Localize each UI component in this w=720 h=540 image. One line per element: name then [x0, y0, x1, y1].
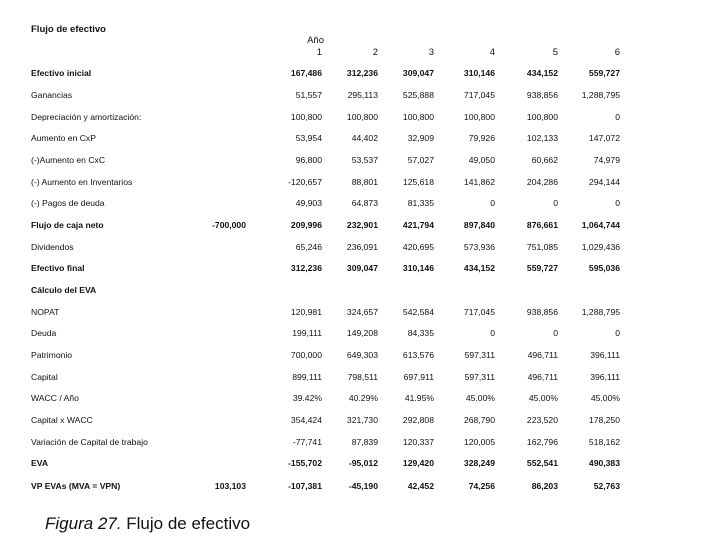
year-col-1: 1: [316, 47, 322, 58]
year-2-value: 324,657: [346, 307, 378, 317]
row-label: Flujo de caja neto: [31, 220, 104, 230]
year-1-value: 899,111: [292, 372, 322, 382]
year-2-value: 295,113: [347, 90, 378, 100]
table-row: [0, 112, 720, 126]
year-6-value: 294,144: [588, 177, 620, 187]
year-1-value: -155,702: [288, 458, 322, 468]
row-label: EVA: [31, 458, 49, 468]
year-3-value: 421,794: [402, 220, 434, 230]
year-3-value: 41.95%: [404, 393, 434, 403]
table-row: [0, 198, 720, 212]
year-2-value: 44,402: [351, 133, 378, 143]
year-6-value: 178,250: [588, 415, 620, 425]
row-label: Capital x WACC: [31, 415, 93, 425]
year-3-value: 697,911: [403, 372, 434, 382]
row-label: (-) Pagos de deuda: [31, 198, 105, 208]
year-2-value: 87,839: [351, 437, 378, 447]
year-5-value: 204,286: [526, 177, 558, 187]
table-row: [0, 350, 720, 364]
year-4-value: 74,256: [468, 481, 495, 491]
year-2-value: 649,303: [346, 350, 378, 360]
year-4-value: 597,311: [464, 350, 495, 360]
row-label: NOPAT: [31, 307, 60, 317]
year-1-value: 700,000: [290, 350, 322, 360]
year-4-value: 268,790: [463, 415, 495, 425]
year-2-value: 309,047: [346, 263, 378, 273]
table-row: [0, 263, 720, 277]
year-5-value: 434,152: [526, 68, 558, 78]
table-row: [0, 328, 720, 342]
year-1-value: 209,996: [290, 220, 322, 230]
year-6-value: 0: [615, 328, 620, 338]
year-1-value: -77,741: [292, 437, 322, 447]
year-2-value: -45,190: [348, 481, 378, 491]
year-5-value: 496,711: [527, 350, 558, 360]
year-6-value: 490,383: [588, 458, 620, 468]
year-1-value: 39.42%: [292, 393, 322, 403]
year-0-value: -700,000: [212, 220, 246, 230]
year-3-value: 81,335: [407, 198, 434, 208]
row-label: Dividendos: [31, 242, 74, 252]
year-6-value: 74,979: [593, 155, 620, 165]
year-1-value: 53,954: [295, 133, 322, 143]
year-2-value: 312,236: [346, 68, 378, 78]
year-col-6: 6: [614, 47, 620, 58]
year-1-value: 312,236: [290, 263, 322, 273]
year-6-value: 45.00%: [590, 393, 620, 403]
year-2-value: 232,901: [346, 220, 378, 230]
row-label: Patrimonio: [31, 350, 73, 360]
year-6-value: 1,288,795: [581, 307, 620, 317]
year-col-4: 4: [489, 47, 495, 58]
year-3-value: 32,909: [407, 133, 434, 143]
year-4-value: 0: [490, 198, 495, 208]
year-4-value: 573,936: [463, 242, 495, 252]
table-row: [0, 415, 720, 429]
table-row: [0, 155, 720, 169]
row-label: Cálculo del EVA: [31, 285, 97, 295]
row-label: Capital: [31, 372, 58, 382]
row-label: WACC / Año: [31, 393, 79, 403]
year-1-value: 51,557: [295, 90, 322, 100]
row-label: (-) Aumento en Inventarios: [31, 177, 133, 187]
year-3-value: 525,888: [402, 90, 434, 100]
table-row: [0, 133, 720, 147]
table-row: [0, 242, 720, 256]
year-6-value: 147,072: [588, 133, 620, 143]
year-3-value: 613,576: [402, 350, 434, 360]
year-3-value: 292,808: [402, 415, 434, 425]
year-5-value: 0: [553, 198, 558, 208]
year-6-value: 559,727: [588, 68, 620, 78]
year-6-value: 396,111: [590, 372, 620, 382]
year-2-value: 321,730: [346, 415, 378, 425]
table-row: [0, 458, 720, 472]
table-row: [0, 68, 720, 82]
year-1-value: 96,800: [295, 155, 322, 165]
row-label: VP EVAs (MVA = VPN): [31, 481, 121, 491]
year-4-value: 141,862: [463, 177, 495, 187]
year-5-value: 559,727: [526, 263, 558, 273]
year-2-value: 236,091: [346, 242, 378, 252]
year-4-value: 717,045: [463, 307, 495, 317]
year-1-value: -120,657: [288, 177, 322, 187]
year-4-value: 0: [490, 328, 495, 338]
year-5-value: 86,203: [531, 481, 558, 491]
row-label: (-)Aumento en CxC: [31, 155, 106, 165]
year-6-value: 595,036: [588, 263, 620, 273]
year-6-value: 1,064,744: [581, 220, 620, 230]
figure-caption-text: Flujo de efectivo: [121, 514, 251, 533]
row-label: Ganancias: [31, 90, 73, 100]
year-6-value: 0: [615, 112, 620, 122]
table-row: [0, 285, 720, 299]
row-label: Aumento en CxP: [31, 133, 96, 143]
year-2-value: 100,800: [346, 112, 378, 122]
table-row: [0, 220, 720, 234]
year-3-value: 542,584: [402, 307, 434, 317]
year-5-value: 45.00%: [528, 393, 558, 403]
year-3-value: 309,047: [402, 68, 434, 78]
year-5-value: 552,541: [526, 458, 558, 468]
table-row: [0, 90, 720, 104]
year-1-value: 199,111: [292, 328, 322, 338]
year-6-value: 52,763: [593, 481, 620, 491]
row-label: Efectivo final: [31, 263, 85, 273]
year-5-value: 223,520: [526, 415, 558, 425]
year-2-value: 798,511: [347, 372, 378, 382]
year-5-value: 938,856: [526, 307, 558, 317]
row-label: Efectivo inicial: [31, 68, 92, 78]
year-1-value: 354,424: [290, 415, 322, 425]
year-6-value: 0: [615, 198, 620, 208]
year-5-value: 100,800: [526, 112, 558, 122]
year-1-value: -107,381: [288, 481, 322, 491]
document-title: Flujo de efectivo: [31, 24, 106, 35]
year-2-value: 149,208: [346, 328, 378, 338]
year-1-value: 167,486: [290, 68, 322, 78]
year-2-value: 64,873: [351, 198, 378, 208]
row-label: Deuda: [31, 328, 57, 338]
year-col-3: 3: [428, 47, 434, 58]
year-col-2: 2: [372, 47, 378, 58]
year-3-value: 100,800: [402, 112, 434, 122]
year-1-value: 65,246: [295, 242, 322, 252]
year-2-value: 53,537: [351, 155, 378, 165]
year-3-value: 57,027: [407, 155, 434, 165]
year-4-value: 597,311: [464, 372, 495, 382]
year-3-value: 84,335: [407, 328, 434, 338]
year-2-value: -95,012: [348, 458, 378, 468]
year-5-value: 60,662: [531, 155, 558, 165]
row-label: Variación de Capital de trabajo: [31, 437, 148, 447]
year-1-value: 100,800: [290, 112, 322, 122]
year-5-value: 938,856: [526, 90, 558, 100]
year-4-value: 100,800: [463, 112, 495, 122]
table-row: [0, 177, 720, 191]
year-3-value: 120,337: [402, 437, 434, 447]
table-row: [0, 481, 720, 495]
year-5-value: 876,661: [526, 220, 558, 230]
year-5-value: 751,085: [526, 242, 558, 252]
year-6-value: 518,162: [588, 437, 620, 447]
year-3-value: 420,695: [402, 242, 434, 252]
year-3-value: 129,420: [402, 458, 434, 468]
year-col-5: 5: [552, 47, 558, 58]
year-4-value: 49,050: [468, 155, 495, 165]
year-0-value: 103,103: [214, 481, 246, 491]
year-4-value: 434,152: [463, 263, 495, 273]
year-3-value: 125,618: [402, 177, 434, 187]
table-row: [0, 372, 720, 386]
year-1-value: 120,981: [290, 307, 322, 317]
year-4-value: 79,926: [468, 133, 495, 143]
year-4-value: 717,045: [463, 90, 495, 100]
year-6-value: 396,111: [590, 350, 620, 360]
year-3-value: 310,146: [402, 263, 434, 273]
table-row: [0, 393, 720, 407]
year-5-value: 162,796: [526, 437, 558, 447]
year-5-value: 0: [553, 328, 558, 338]
row-label: Depreciación y amortización:: [31, 112, 142, 122]
year-6-value: 1,029,436: [581, 242, 620, 252]
year-4-value: 310,146: [463, 68, 495, 78]
year-4-value: 328,249: [463, 458, 495, 468]
table-row: [0, 307, 720, 321]
year-2-value: 88,801: [351, 177, 378, 187]
year-4-value: 120,005: [463, 437, 495, 447]
year-3-value: 42,452: [407, 481, 434, 491]
year-4-value: 897,840: [463, 220, 495, 230]
year-5-value: 102,133: [526, 133, 558, 143]
year-1-value: 49,903: [295, 198, 322, 208]
table-row: [0, 437, 720, 451]
year-2-value: 40.29%: [348, 393, 378, 403]
year-header: Año: [307, 35, 324, 46]
year-4-value: 45.00%: [465, 393, 495, 403]
year-6-value: 1,288,795: [581, 90, 620, 100]
figure-label: Figura 27.: [45, 514, 122, 533]
year-5-value: 496,711: [527, 372, 558, 382]
figure-caption: [45, 514, 250, 534]
